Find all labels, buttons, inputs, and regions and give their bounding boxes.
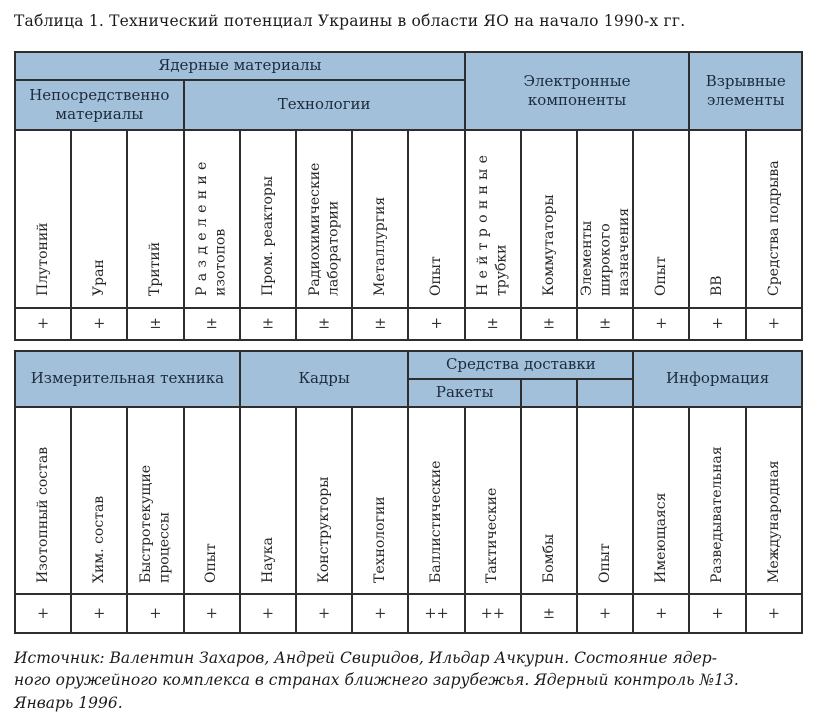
value-cell: + bbox=[577, 594, 633, 633]
value-cell: ± bbox=[127, 308, 183, 340]
column-header bbox=[184, 130, 240, 308]
source-line: ного оружейного комплекса в странах ближнего зарубежья. Ядерный контроль №13. bbox=[14, 671, 739, 690]
column-header-label: Тритий bbox=[147, 241, 164, 296]
value-cell: ++ bbox=[408, 594, 464, 633]
column-header-label: Изотопный состав bbox=[34, 446, 51, 583]
value-cell: ± bbox=[240, 308, 296, 340]
column-header-label: Конструкторы bbox=[315, 476, 332, 583]
column-header bbox=[127, 130, 183, 308]
column-header-label: Средства подрыва bbox=[765, 160, 782, 296]
column-header bbox=[408, 407, 464, 594]
column-header bbox=[15, 130, 71, 308]
group-header: Ядерные материалы bbox=[15, 52, 465, 80]
column-header-label: Радиохимические лаборатории bbox=[306, 162, 342, 296]
column-header-label: Баллистические bbox=[428, 460, 445, 583]
column-header bbox=[746, 407, 802, 594]
value-cell: + bbox=[408, 308, 464, 340]
column-header-label: Имеющаяся bbox=[653, 492, 670, 583]
column-header bbox=[240, 130, 296, 308]
column-header-label: Коммутаторы bbox=[540, 194, 557, 296]
column-header bbox=[352, 407, 408, 594]
value-cell: ± bbox=[465, 308, 521, 340]
value-cell: + bbox=[352, 594, 408, 633]
column-header-label: Международная bbox=[765, 459, 782, 583]
column-header bbox=[633, 407, 689, 594]
column-header-label: Бомбы bbox=[540, 533, 557, 583]
source-line: Январь 1996. bbox=[14, 693, 123, 712]
column-header-label: Уран bbox=[91, 259, 108, 296]
column-header-label: Опыт bbox=[203, 542, 220, 583]
subgroup-header: Ракеты bbox=[408, 379, 520, 407]
column-header bbox=[521, 407, 577, 594]
column-header bbox=[521, 130, 577, 308]
column-header-label: Технологии bbox=[372, 495, 389, 583]
value-cell: + bbox=[633, 308, 689, 340]
value-cell: + bbox=[15, 594, 71, 633]
source-note bbox=[14, 647, 803, 714]
column-header bbox=[746, 130, 802, 308]
column-header-label: Тактические bbox=[484, 487, 501, 583]
column-header bbox=[15, 407, 71, 594]
subgroup-header: Технологии bbox=[184, 80, 465, 130]
column-header bbox=[352, 130, 408, 308]
group-header: Измерительная техника bbox=[15, 351, 240, 407]
subgroup-header-empty bbox=[577, 379, 633, 407]
column-header bbox=[184, 407, 240, 594]
column-header-label: Металлургия bbox=[372, 196, 389, 296]
value-cell: + bbox=[184, 594, 240, 633]
subgroup-header-empty bbox=[521, 379, 577, 407]
group-header: Информация bbox=[633, 351, 802, 407]
value-cell: + bbox=[71, 594, 127, 633]
value-cell: ± bbox=[521, 308, 577, 340]
value-cell: + bbox=[689, 594, 745, 633]
column-header bbox=[689, 407, 745, 594]
column-header bbox=[127, 407, 183, 594]
column-header-label: Наука bbox=[259, 536, 276, 583]
value-cell: ± bbox=[296, 308, 352, 340]
value-cell: + bbox=[15, 308, 71, 340]
column-header-label: Опыт bbox=[596, 542, 613, 583]
group-header: Электронные компоненты bbox=[465, 52, 690, 130]
value-cell: + bbox=[746, 594, 802, 633]
column-header bbox=[71, 407, 127, 594]
value-cell: + bbox=[127, 594, 183, 633]
table-gap bbox=[14, 341, 803, 350]
subgroup-header: Непосредственно материалы bbox=[15, 80, 184, 130]
column-header bbox=[296, 407, 352, 594]
column-header-label: Хим. состав bbox=[91, 495, 108, 583]
group-header: Средства доставки bbox=[408, 351, 633, 379]
value-cell: ++ bbox=[465, 594, 521, 633]
column-header-label: Опыт bbox=[428, 256, 445, 296]
value-cell: + bbox=[689, 308, 745, 340]
table-caption: Таблица 1. Технический потенциал Украины в области ЯО на начало 1990-х гг. bbox=[14, 12, 686, 30]
column-header-label: Плутоний bbox=[34, 222, 51, 296]
value-cell: ± bbox=[184, 308, 240, 340]
source-line: Источник: Валентин Захаров, Андрей Свиридов, Ильдар Ачкурин. Состояние ядер- bbox=[14, 649, 717, 667]
value-cell: ± bbox=[577, 308, 633, 340]
value-cell: + bbox=[240, 594, 296, 633]
value-cell: + bbox=[296, 594, 352, 633]
column-header bbox=[240, 407, 296, 594]
value-cell: ± bbox=[352, 308, 408, 340]
column-header bbox=[577, 407, 633, 594]
group-header: Кадры bbox=[240, 351, 409, 407]
column-header-label: Нейтронные трубки bbox=[475, 149, 510, 296]
column-header-label: ВВ bbox=[709, 275, 726, 296]
value-cell: ± bbox=[521, 594, 577, 633]
column-header bbox=[689, 130, 745, 308]
column-header bbox=[408, 130, 464, 308]
value-cell: + bbox=[746, 308, 802, 340]
column-header bbox=[577, 130, 633, 308]
column-header bbox=[296, 130, 352, 308]
value-cell: + bbox=[71, 308, 127, 340]
table-nuclear-potential-top bbox=[14, 51, 803, 341]
column-header bbox=[465, 407, 521, 594]
value-cell: + bbox=[633, 594, 689, 633]
column-header bbox=[633, 130, 689, 308]
column-header bbox=[465, 130, 521, 308]
column-header-label: Элементы широкого назначения bbox=[579, 207, 632, 296]
group-header: Взрывные элементы bbox=[689, 52, 802, 130]
column-header-label: Разделение изотопов bbox=[194, 156, 229, 296]
column-header-label: Разведывательная bbox=[709, 445, 726, 583]
column-header bbox=[71, 130, 127, 308]
column-header-label: Опыт bbox=[653, 256, 670, 296]
column-header-label: Пром. реакторы bbox=[259, 175, 276, 296]
table-nuclear-potential-bottom bbox=[14, 350, 803, 634]
column-header-label: Быстротекущие процессы bbox=[138, 464, 173, 583]
